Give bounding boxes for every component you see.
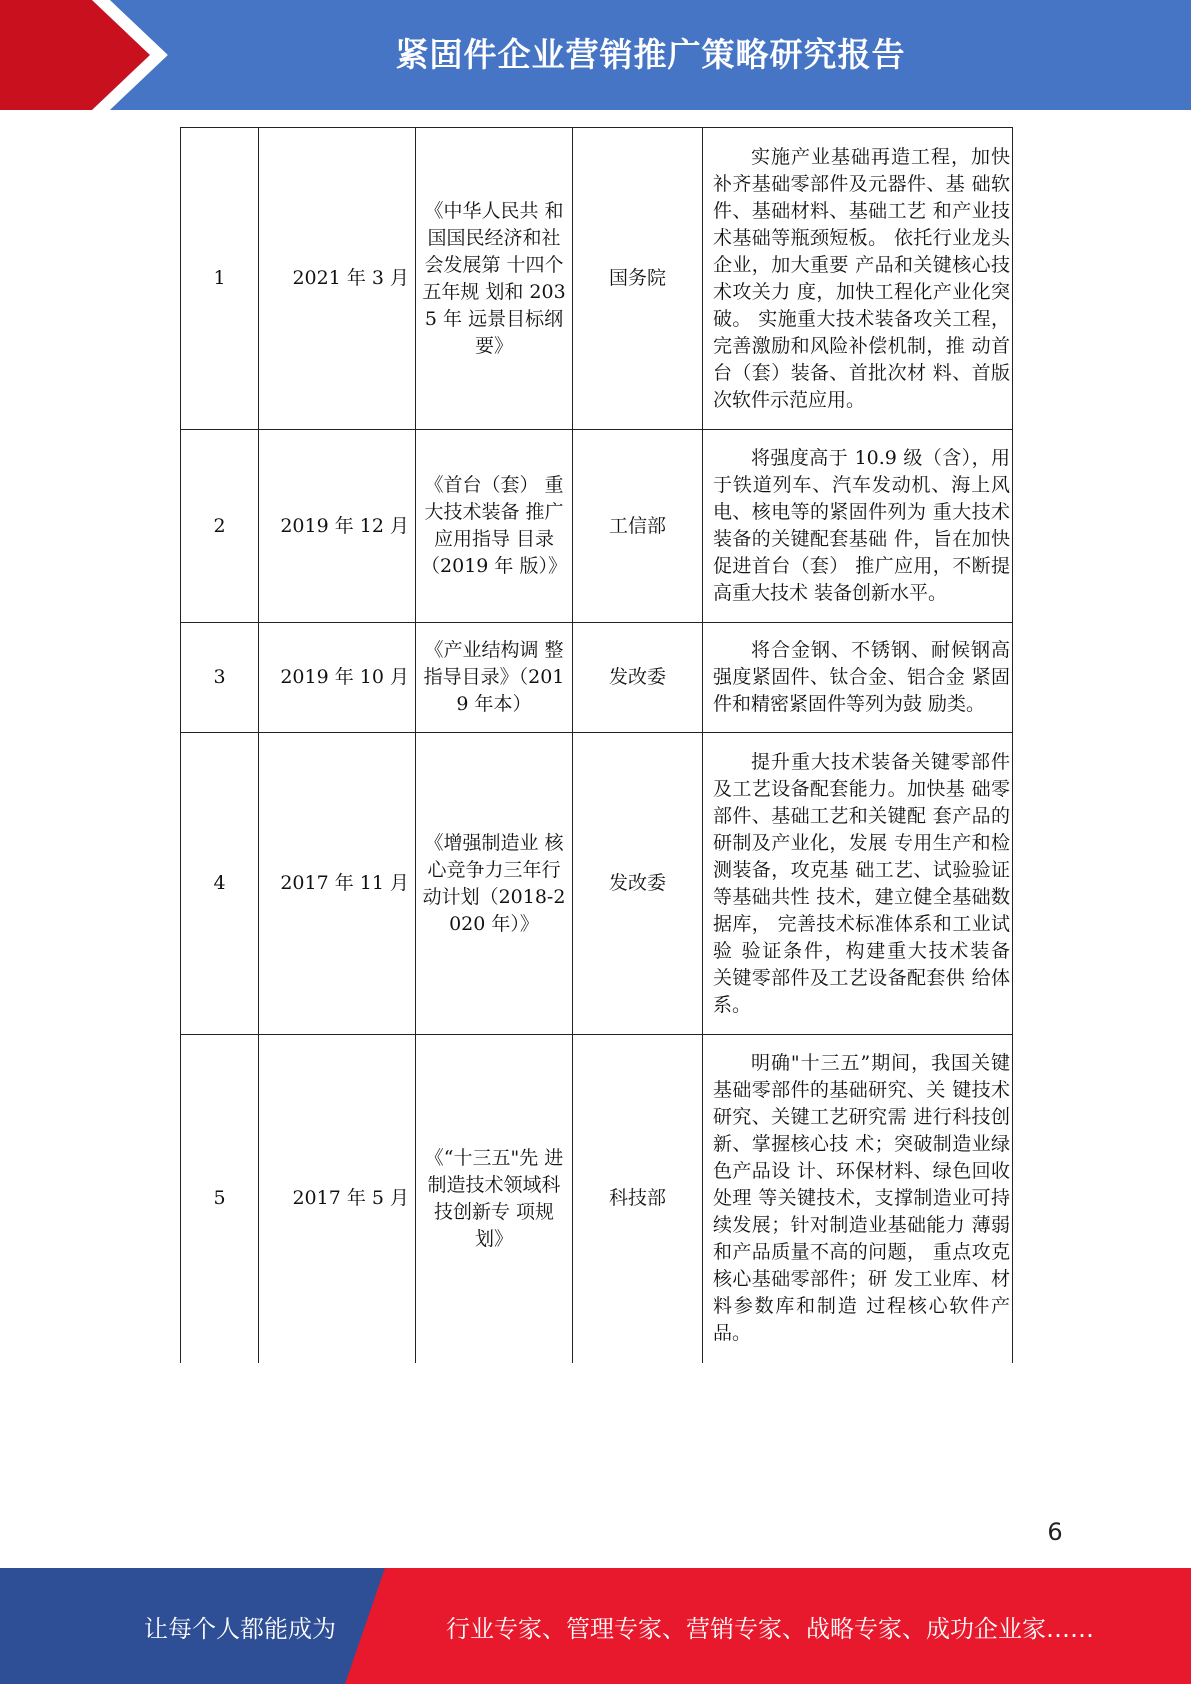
page-number: 6 xyxy=(1047,1518,1063,1546)
table-row xyxy=(181,430,1013,623)
report-header-banner xyxy=(0,0,1191,110)
policy-title: 《中华人民共 和国国民经济和社会发展第 十四个五年规 划和 2035 年 远景目标纲 要》 xyxy=(416,128,573,430)
policy-content: 提升重大技术装备关键零部件及工艺设备配套能力。加快基 础零部件、基础工艺和关键配 套产品的研制及产业化，发展 专用生产和检测装备，攻克基 础工艺、试验验证等基础共性 技术，建立健全基础数据库， 完善技术标准体系和工业试验 验证条件，构建重大技术装备 关键零部件及工艺设备配套供 给体系。 xyxy=(703,733,1013,1035)
issuing-department: 发改委 xyxy=(573,623,703,733)
report-title: 紧固件企业营销推广策略研究报告 xyxy=(395,34,906,74)
issue-date: 2021 年 3 月 xyxy=(259,128,416,430)
policy-table-container xyxy=(180,127,1012,1363)
policy-content: 实施产业基础再造工程，加快补齐基础零部件及元器件、基 础软件、基础材料、基础工艺 和产业技术基础等瓶颈短板。 依托行业龙头企业，加大重要 产品和关键核心技术攻关力 度，加快工程化产业化突破。 实施重大技术装备攻关工程， 完善激励和风险补偿机制，推 动首台（套）装备、首批次材 料、首版次软件示范应用。 xyxy=(703,128,1013,430)
row-number: 1 xyxy=(181,128,259,430)
policy-content: 明确"十三五”期间，我国关键基础零部件的基础研究、关 键技术研究、关键工艺研究需 进行科技创新、掌握核心技 术；突破制造业绿色产品设 计、环保材料、绿色回收处理 等关键技术，支撑制造业可持 续发展；针对制造业基础能力 薄弱和产品质量不高的问题， 重点攻克核心基础零部件；研 发工业库、材料参数库和制造 过程核心软件产品。 xyxy=(703,1035,1013,1363)
footer-slogan-right: 行业专家、管理专家、营销专家、战略专家、成功企业家…… xyxy=(446,1614,1094,1643)
issue-date: 2019 年 12 月 xyxy=(259,430,416,623)
policy-content: 将强度高于 10.9 级（含），用 于铁道列车、汽车发动机、海上风电、核电等的紧固件列为 重大技术装备的关键配套基础 件，旨在加快促进首台（套） 推广应用，不断提高重大技术 装备创新水平。 xyxy=(703,430,1013,623)
table-row xyxy=(181,623,1013,733)
policy-title: 《“十三五"先 进制造技术领域科技创新专 项规划》 xyxy=(416,1035,573,1363)
row-number: 5 xyxy=(181,1035,259,1363)
policy-content: 将合金钢、不锈钢、耐候钢高强度紧固件、钛合金、铝合金 紧固件和精密紧固件等列为鼓 励类。 xyxy=(703,623,1013,733)
policy-title: 《产业结构调 整指导目录》（2019 年本） xyxy=(416,623,573,733)
policy-table xyxy=(180,127,1013,1363)
row-number: 2 xyxy=(181,430,259,623)
issue-date: 2017 年 5 月 xyxy=(259,1035,416,1363)
policy-title: 《首台（套） 重大技术装备 推广应用指导 目录（2019 年 版）》 xyxy=(416,430,573,623)
issue-date: 2019 年 10 月 xyxy=(259,623,416,733)
table-row xyxy=(181,733,1013,1035)
table-row xyxy=(181,128,1013,430)
policy-title: 《增强制造业 核心竞争力三年行动计划（2018-2020 年）》 xyxy=(416,733,573,1035)
issuing-department: 工信部 xyxy=(573,430,703,623)
issuing-department: 国务院 xyxy=(573,128,703,430)
row-number: 3 xyxy=(181,623,259,733)
row-number: 4 xyxy=(181,733,259,1035)
issue-date: 2017 年 11 月 xyxy=(259,733,416,1035)
table-row xyxy=(181,1035,1013,1363)
issuing-department: 发改委 xyxy=(573,733,703,1035)
issuing-department: 科技部 xyxy=(573,1035,703,1363)
footer-slogan-left: 让每个人都能成为 xyxy=(144,1614,336,1643)
footer-banner xyxy=(0,1568,1191,1684)
